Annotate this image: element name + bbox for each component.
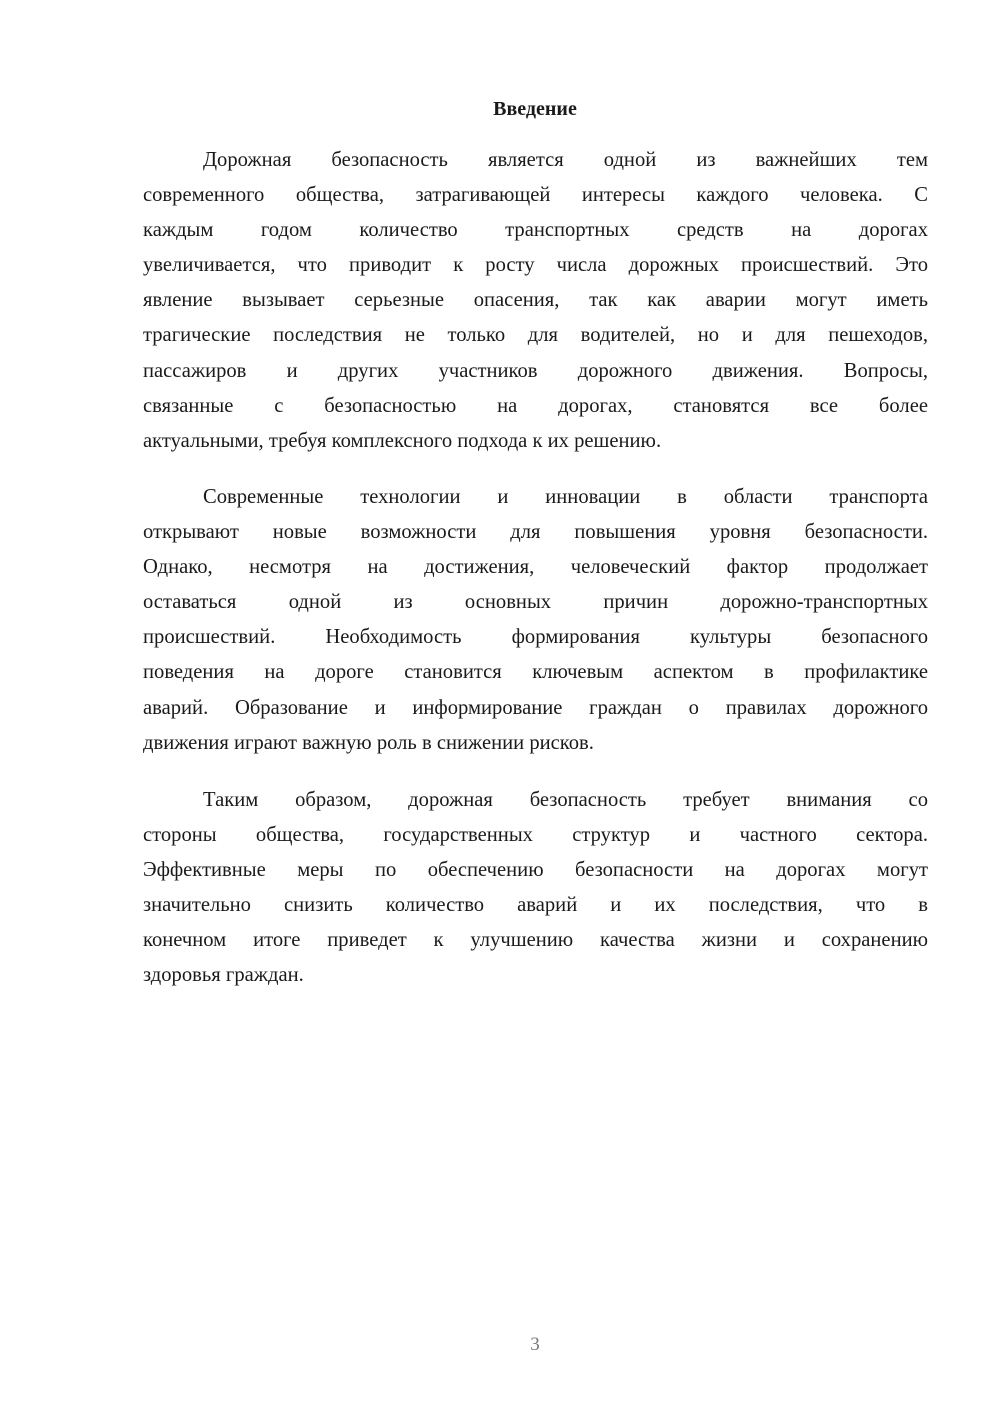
text-line: трагические последствия не только для водителей, но и для пешеходов,: [143, 324, 928, 347]
paragraph-1: [143, 143, 928, 459]
paragraph-2: [143, 480, 928, 761]
text-line: аварий. Образование и информирование граждан о правилах дорожного: [143, 696, 928, 719]
text-line: пассажиров и других участников дорожного движения. Вопросы,: [143, 359, 928, 382]
text-line: явление вызывает серьезные опасения, так как аварии могут иметь: [143, 289, 928, 312]
text-line: Однако, несмотря на достижения, человеческий фактор продолжает: [143, 556, 928, 579]
text-line: увеличивается, что приводит к росту числа дорожных происшествий. Это: [143, 254, 928, 277]
text-line: здоровья граждан.: [143, 964, 304, 987]
page-number: 3: [530, 1334, 540, 1355]
text-line: Эффективные меры по обеспечению безопасности на дорогах могут: [143, 859, 928, 882]
text-line: движения играют важную роль в снижении рисков.: [143, 731, 594, 754]
text-line: Таким образом, дорожная безопасность требует внимания со: [203, 789, 928, 811]
text-line: поведения на дороге становится ключевым аспектом в профилактике: [143, 661, 928, 684]
text-line: оставаться одной из основных причин дорожно-транспортных: [143, 591, 928, 614]
text-line: открывают новые возможности для повышения уровня безопасности.: [143, 521, 928, 544]
text-line: каждым годом количество транспортных средств на дорогах: [143, 219, 928, 242]
text-line: современного общества, затрагивающей интересы каждого человека. С: [143, 184, 928, 207]
text-line: связанные с безопасностью на дорогах, становятся все более: [143, 394, 928, 417]
text-line: значительно снизить количество аварий и их последствия, что в: [143, 894, 928, 917]
text-line: Современные технологии и инновации в области транспорта: [203, 486, 928, 508]
text-line: конечном итоге приведет к улучшению качества жизни и сохранению: [143, 929, 928, 952]
text-line: стороны общества, государственных структур и частного сектора.: [143, 824, 928, 847]
section-title: Введение: [493, 98, 577, 120]
text-line: актуальными, требуя комплексного подхода к их решению.: [143, 429, 662, 452]
text-line: Дорожная безопасность является одной из важнейших тем: [203, 149, 928, 171]
paragraph-3: [143, 783, 928, 994]
text-line: происшествий. Необходимость формирования культуры безопасного: [143, 626, 928, 649]
